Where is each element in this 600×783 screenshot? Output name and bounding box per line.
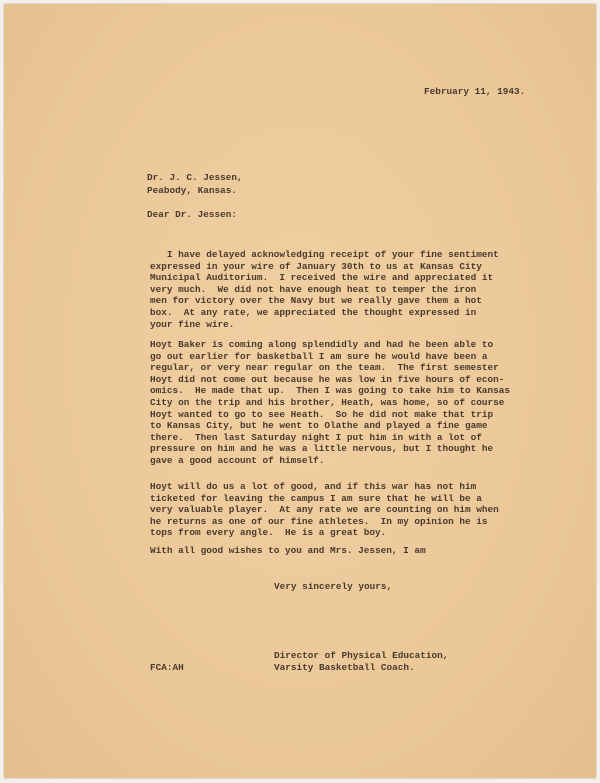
- text-line: very valuable player. At any rate we are counting on him when: [150, 504, 499, 516]
- text-line: I have delayed acknowledging receipt of your fine sentiment: [150, 249, 499, 260]
- complimentary-close: Very sincerely yours,: [274, 581, 393, 592]
- text-line: go out earlier for basketball I am sure he would have been a: [150, 350, 488, 362]
- text-line: very much. We did not have enough heat to temper the iron: [150, 283, 477, 295]
- text-line: Hoyt wanted to go to see Heath. So he did not make that trip: [150, 408, 494, 420]
- text-line: gave a good account of himself.: [150, 454, 325, 466]
- text-line: Municipal Auditorium. I received the wire and appreciated it: [150, 272, 494, 284]
- text-line: there. Then last Saturday night I put him in with a lot of: [150, 431, 482, 443]
- closing-paragraph: With all good wishes to you and Mrs. Jessen, I am: [150, 545, 426, 556]
- text-line: pressure on him and he was a little nervous, but I thought he: [150, 443, 494, 455]
- text-line: your fine wire.: [150, 318, 235, 330]
- text-line: expressed in your wire of January 30th to us at Kansas City: [150, 260, 482, 272]
- letter-date: February 11, 1943.: [424, 86, 526, 97]
- text-line: regular, or very near regular on the team. The first semester: [150, 362, 499, 374]
- paragraph-3: [150, 481, 499, 539]
- text-line: City on the trip and his brother, Heath, was home, so of course: [150, 396, 505, 408]
- text-line: omics. He made that up. Then I was going to take him to Kansas: [150, 385, 511, 397]
- text-line: to Kansas City, but he went to Olathe and played a fine game: [150, 420, 488, 432]
- text-line: Hoyt Baker is coming along splendidly and had he been able to: [150, 339, 494, 350]
- letter-page: [4, 4, 596, 778]
- recipient-name: Dr. J. C. Jessen,: [147, 172, 243, 183]
- signature-title-1: Director of Physical Education,: [274, 650, 449, 661]
- salutation: Dear Dr. Jessen:: [147, 209, 238, 220]
- text-line: box. At any rate, we appreciated the thought expressed in: [150, 306, 477, 318]
- paragraph-1: [150, 249, 499, 330]
- recipient-address: Peabody, Kansas.: [147, 185, 238, 196]
- text-line: men for victory over the Navy but we really gave them a hot: [150, 295, 482, 307]
- text-line: tops from every angle. He is a great boy.: [150, 527, 387, 539]
- text-line: Hoyt did not come out because he was low in five hours of econ-: [150, 373, 505, 385]
- typist-initials: FCA:AH: [150, 662, 184, 673]
- text-line: ticketed for leaving the campus I am sure that he will be a: [150, 492, 482, 504]
- text-line: Hoyt will do us a lot of good, and if this war has not him: [150, 481, 477, 492]
- paragraph-2: [150, 339, 510, 467]
- text-line: he returns as one of our fine athletes. In my opinion he is: [150, 515, 488, 527]
- signature-title-2: Varsity Basketball Coach.: [274, 662, 415, 673]
